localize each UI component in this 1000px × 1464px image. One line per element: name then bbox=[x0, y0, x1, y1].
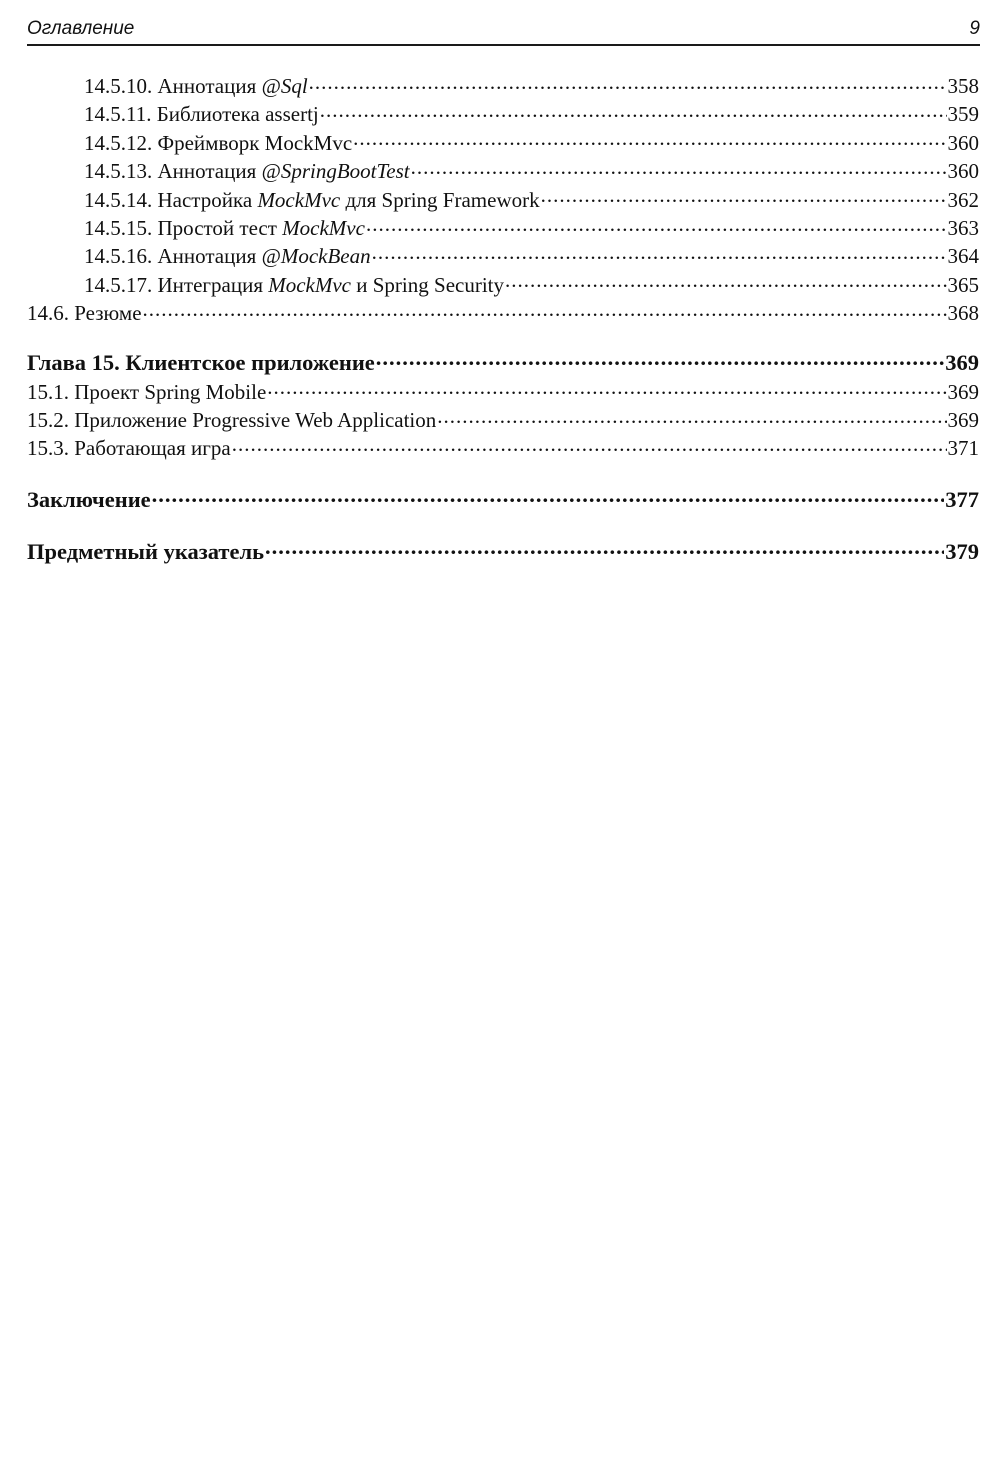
toc-entry-14-5-17[interactable] bbox=[27, 271, 979, 299]
toc-entry-15-2[interactable] bbox=[27, 406, 979, 434]
toc-leader-dots bbox=[267, 378, 946, 399]
toc-entry-14-5-16[interactable] bbox=[27, 242, 979, 270]
toc-entry-label: 14.5.11. Библиотека assertj bbox=[84, 102, 319, 127]
toc-chapter-page: 377 bbox=[945, 487, 979, 513]
toc-entry-14-5-12[interactable] bbox=[27, 129, 979, 157]
toc-leader-dots bbox=[505, 271, 947, 292]
toc-entry-15-1[interactable] bbox=[27, 378, 979, 406]
toc-entry-14-5-10[interactable] bbox=[27, 72, 979, 100]
toc-entry-page: 360 bbox=[947, 159, 979, 184]
toc-leader-dots bbox=[541, 186, 947, 207]
toc-entry-page: 362 bbox=[947, 187, 979, 212]
toc-leader-dots bbox=[437, 406, 946, 427]
running-header-title: Оглавление bbox=[27, 18, 135, 39]
toc-leader-dots bbox=[353, 129, 946, 150]
toc-chapter-title: Предметный указатель bbox=[27, 539, 264, 565]
toc-entry-label: 14.6. Резюме bbox=[27, 301, 142, 326]
toc-leader-dots bbox=[309, 72, 947, 93]
toc-entry-page: 368 bbox=[947, 301, 979, 326]
section-spacer bbox=[27, 515, 979, 537]
toc-entry-label: 14.5.13. Аннотация @SpringBootTest bbox=[84, 159, 410, 184]
toc-entry-label: 15.2. Приложение Progressive Web Application bbox=[27, 407, 437, 432]
toc-chapter-15[interactable] bbox=[27, 348, 979, 378]
toc-entry-page: 371 bbox=[947, 436, 979, 461]
section-spacer bbox=[27, 328, 979, 348]
toc-entry-page: 365 bbox=[947, 272, 979, 297]
toc-entry-page: 363 bbox=[947, 215, 979, 240]
toc-entry-label: 15.1. Проект Spring Mobile bbox=[27, 379, 267, 404]
toc-chapter-page: 379 bbox=[945, 539, 979, 565]
running-header bbox=[27, 16, 980, 46]
toc-entry-label: 14.5.10. Аннотация @Sql bbox=[84, 74, 308, 98]
toc-entry-label: 14.5.14. Настройка MockMvc для Spring Framework bbox=[84, 187, 540, 212]
toc-chapter-page: 369 bbox=[945, 350, 979, 376]
toc-entry-15-3[interactable] bbox=[27, 434, 979, 462]
toc-leader-dots bbox=[232, 434, 947, 455]
toc-entry-label: 14.5.17. Интеграция MockMvc и Spring Security bbox=[84, 272, 504, 297]
toc-leader-dots bbox=[143, 299, 947, 320]
toc-entry-label: 14.5.12. Фреймворк MockMvc bbox=[84, 130, 353, 155]
section-spacer bbox=[27, 463, 979, 485]
toc-entry-page: 358 bbox=[947, 74, 979, 98]
toc-conclusion[interactable] bbox=[27, 485, 979, 515]
toc-entry-page: 364 bbox=[947, 244, 979, 269]
toc-leader-dots bbox=[320, 100, 947, 121]
toc-entry-14-5-15[interactable] bbox=[27, 214, 979, 242]
toc-leader-dots bbox=[372, 242, 947, 263]
toc-leader-dots bbox=[152, 485, 945, 508]
running-header-page-number: 9 bbox=[969, 18, 980, 39]
toc-chapter-title: Заключение bbox=[27, 487, 151, 513]
toc-entry-14-6[interactable] bbox=[27, 299, 979, 327]
toc-leader-dots bbox=[265, 537, 944, 560]
toc-leader-dots bbox=[411, 157, 947, 178]
toc-leader-dots bbox=[366, 214, 947, 235]
toc-entry-page: 369 bbox=[947, 379, 979, 404]
toc-index[interactable] bbox=[27, 537, 979, 567]
toc-entry-page: 359 bbox=[947, 102, 979, 127]
toc-entry-14-5-11[interactable] bbox=[27, 100, 979, 128]
toc-chapter-title: Глава 15. Клиентское приложение bbox=[27, 350, 375, 376]
toc-entry-14-5-14[interactable] bbox=[27, 186, 979, 214]
table-of-contents bbox=[27, 72, 979, 567]
toc-entry-label: 14.5.16. Аннотация @MockBean bbox=[84, 244, 371, 269]
toc-entry-page: 369 bbox=[947, 407, 979, 432]
toc-entry-page: 360 bbox=[947, 130, 979, 155]
toc-entry-14-5-13[interactable] bbox=[27, 157, 979, 185]
toc-entry-label: 15.3. Работающая игра bbox=[27, 436, 231, 461]
toc-leader-dots bbox=[376, 348, 944, 371]
toc-entry-label: 14.5.15. Простой тест MockMvc bbox=[84, 215, 365, 240]
